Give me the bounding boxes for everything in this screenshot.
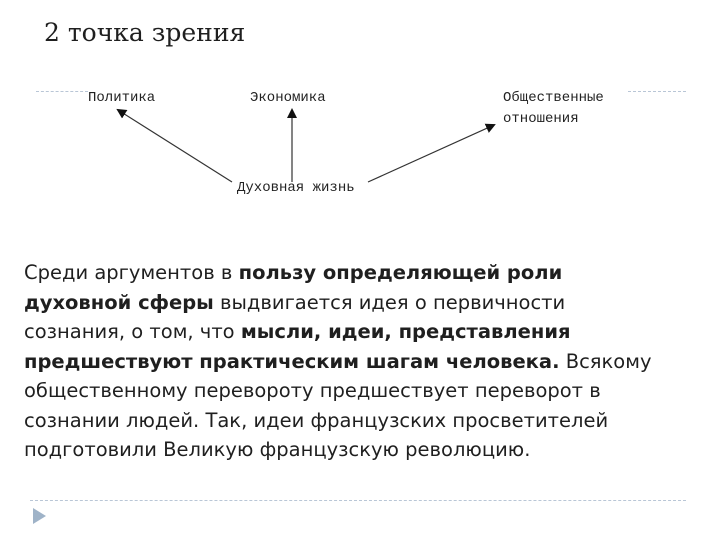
arrow-to-social bbox=[368, 125, 494, 182]
body-text-2: выдвигается идея о первичности сознания, о том, что bbox=[24, 290, 566, 343]
body-paragraph bbox=[24, 258, 664, 465]
node-economy: Экономика bbox=[250, 90, 326, 106]
node-social-line1: Общественные bbox=[503, 90, 604, 106]
arrow-to-politics bbox=[118, 110, 232, 182]
body-bold-1: пользу определяющей роли духовной сферы bbox=[24, 261, 563, 314]
body-text-1: Среди аргументов в bbox=[24, 261, 239, 284]
bottom-divider bbox=[30, 500, 686, 501]
node-spiritual: Духовная жизнь bbox=[237, 180, 355, 196]
node-social-line2: отношения bbox=[503, 111, 579, 127]
node-politics: Политика bbox=[88, 90, 156, 106]
diagram bbox=[0, 0, 720, 250]
body-text-3: Всякому общественному перевороту предшествует переворот в сознании людей. Так, идеи французских просветителей подготовили Великую французскую революцию. bbox=[24, 349, 652, 461]
body-bold-2: мысли, идеи, представления предшествуют практическим шагам человека. bbox=[24, 320, 571, 373]
next-slide-triangle-icon[interactable] bbox=[33, 508, 46, 524]
slide-title: 2 точка зрения bbox=[44, 18, 246, 47]
